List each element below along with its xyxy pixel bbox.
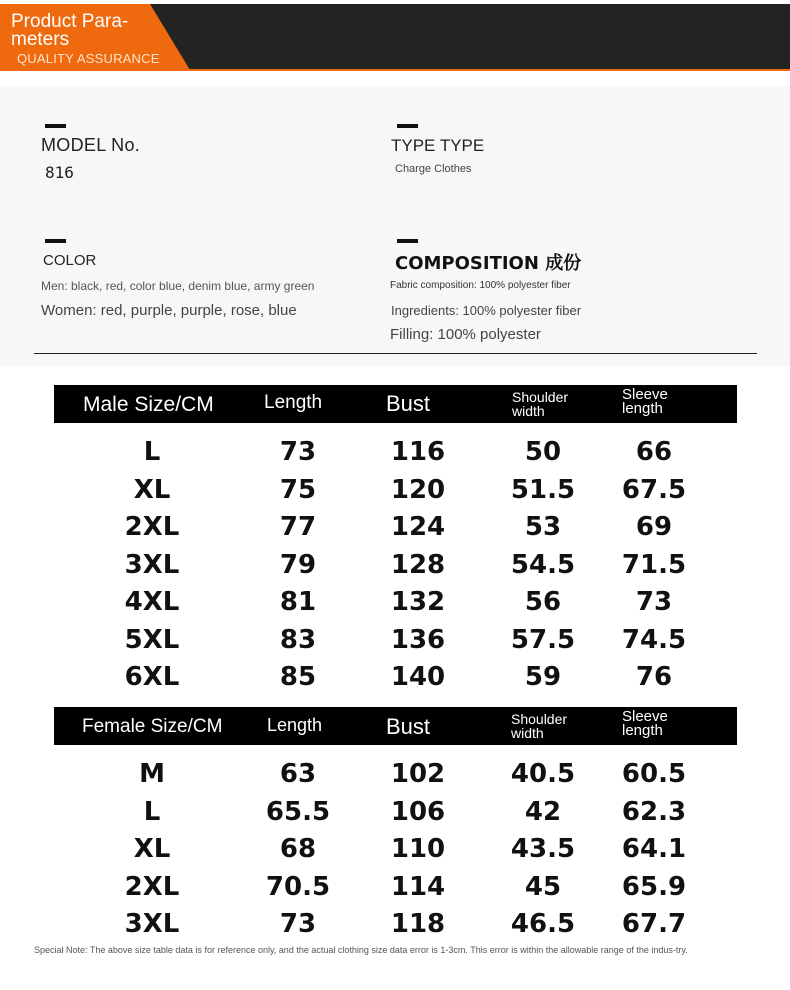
color-label: COLOR [43, 252, 97, 269]
female-header-sleeve [622, 710, 668, 738]
table-cell-bust: 120 [390, 474, 446, 505]
table-cell-sleeve: 64.1 [621, 834, 687, 864]
table-cell-bust: 118 [390, 909, 446, 939]
table-cell-bust: 132 [390, 587, 446, 617]
female-header-shoulder [511, 712, 567, 740]
type-value: Charge Clothes [395, 163, 472, 175]
composition-dash [397, 239, 418, 243]
table-cell-size: 3XL [124, 909, 180, 939]
model-label: MODEL No. [41, 135, 141, 155]
female-header-shoulder-line2: width [511, 725, 544, 741]
table-cell-size: 2XL [124, 512, 180, 542]
table-cell-size: XL [133, 834, 171, 864]
female-header-bust: Bust [386, 714, 431, 739]
type-label: TYPE TYPE [391, 136, 485, 155]
table-cell-sleeve: 65.9 [621, 871, 687, 902]
female-header-length: Length [267, 715, 323, 735]
table-cell-length: 68 [279, 834, 317, 864]
table-cell-length: 75 [279, 474, 317, 505]
female-table-header [54, 707, 737, 745]
color-dash [45, 239, 66, 243]
table-cell-length: 79 [279, 549, 317, 580]
header-underline [0, 69, 790, 71]
table-cell-shoulder: 42 [524, 796, 562, 827]
table-cell-size: 4XL [124, 587, 180, 617]
table-cell-size: L [143, 796, 161, 827]
table-cell-length: 83 [279, 624, 317, 655]
header-subtitle: QUALITY ASSURANCE [17, 51, 160, 66]
table-cell-sleeve: 67.7 [621, 909, 687, 939]
table-cell-bust: 136 [390, 624, 446, 655]
table-cell-sleeve: 62.3 [621, 796, 687, 827]
table-cell-shoulder: 56 [524, 587, 562, 617]
table-cell-length: 65.5 [265, 796, 331, 827]
params-panel [0, 86, 790, 366]
male-header-sleeve-line1: Sleeve [622, 386, 668, 403]
male-header-shoulder-line2: width [512, 403, 545, 419]
header-title: Product Para-meters [11, 11, 129, 50]
composition-fabric: Fabric composition: 100% polyester fiber [390, 280, 571, 291]
model-dash [45, 124, 66, 128]
table-cell-shoulder: 59 [524, 662, 562, 692]
table-cell-sleeve: 67.5 [621, 474, 687, 505]
table-cell-sleeve: 69 [635, 512, 673, 542]
table-cell-shoulder: 53 [524, 512, 562, 542]
table-cell-shoulder: 46.5 [510, 909, 576, 939]
table-cell-sleeve: 76 [635, 662, 673, 692]
table-cell-shoulder: 54.5 [510, 549, 576, 580]
table-cell-bust: 106 [390, 796, 446, 827]
table-cell-size: 5XL [124, 624, 180, 655]
table-cell-sleeve: 74.5 [621, 624, 687, 655]
table-cell-sleeve: 66 [635, 437, 673, 467]
special-note: Special Note: The above size table data is for reference only, and the actual clothing size data error is 1-3cm. This error is within the allowable range of the indus-try. [34, 945, 688, 955]
male-header-length: Length [264, 392, 323, 413]
male-header-shoulder-line1: Shoulder [512, 389, 569, 405]
female-header-size: Female Size/CM [82, 716, 223, 737]
table-cell-length: 81 [279, 587, 317, 617]
table-cell-length: 73 [279, 909, 317, 939]
table-cell-bust: 102 [390, 759, 446, 789]
table-cell-shoulder: 51.5 [510, 474, 576, 505]
composition-filling: Filling: 100% polyester [390, 326, 541, 343]
table-cell-sleeve: 60.5 [621, 759, 687, 789]
table-cell-bust: 116 [390, 437, 446, 467]
male-table-header [54, 385, 737, 423]
table-cell-bust: 128 [390, 549, 446, 580]
table-cell-length: 77 [279, 512, 317, 542]
male-header-sleeve [622, 388, 668, 416]
params-divider [34, 353, 757, 354]
male-header-sleeve-line2: length [622, 400, 663, 417]
table-cell-length: 70.5 [265, 871, 331, 902]
female-header-shoulder-line1: Shoulder [511, 711, 568, 727]
table-cell-shoulder: 45 [524, 871, 562, 902]
color-men: Men: black, red, color blue, denim blue, army green [41, 279, 315, 293]
table-cell-shoulder: 40.5 [510, 759, 576, 789]
female-header-sleeve-line2: length [622, 722, 663, 739]
composition-ingredients: Ingredients: 100% polyester fiber [391, 303, 582, 318]
table-cell-size: 3XL [124, 549, 180, 580]
table-cell-size: M [139, 759, 165, 789]
table-cell-size: 2XL [124, 871, 180, 902]
male-header-shoulder [512, 390, 568, 418]
male-header-size: Male Size/CM [83, 393, 214, 416]
table-cell-shoulder: 57.5 [510, 624, 576, 655]
table-cell-shoulder: 43.5 [510, 834, 576, 864]
table-cell-bust: 114 [390, 871, 446, 902]
female-header-sleeve-line1: Sleeve [622, 708, 668, 725]
table-cell-length: 85 [279, 662, 317, 692]
table-cell-sleeve: 73 [635, 587, 673, 617]
male-header-bust: Bust [386, 391, 431, 416]
type-dash [397, 124, 418, 128]
model-value: 816 [45, 163, 74, 182]
composition-label: COMPOSITION 成份 [395, 253, 582, 274]
table-cell-size: 6XL [124, 662, 180, 692]
table-cell-size: XL [133, 474, 171, 505]
header-banner [0, 4, 790, 70]
table-cell-length: 63 [279, 759, 317, 789]
table-cell-bust: 110 [390, 834, 446, 864]
color-women: Women: red, purple, purple, rose, blue [41, 302, 297, 319]
table-cell-size: L [143, 437, 161, 467]
table-cell-bust: 140 [390, 662, 446, 692]
table-cell-bust: 124 [390, 512, 446, 542]
table-cell-length: 73 [279, 437, 317, 467]
table-cell-shoulder: 50 [524, 437, 562, 467]
table-cell-sleeve: 71.5 [621, 549, 687, 580]
